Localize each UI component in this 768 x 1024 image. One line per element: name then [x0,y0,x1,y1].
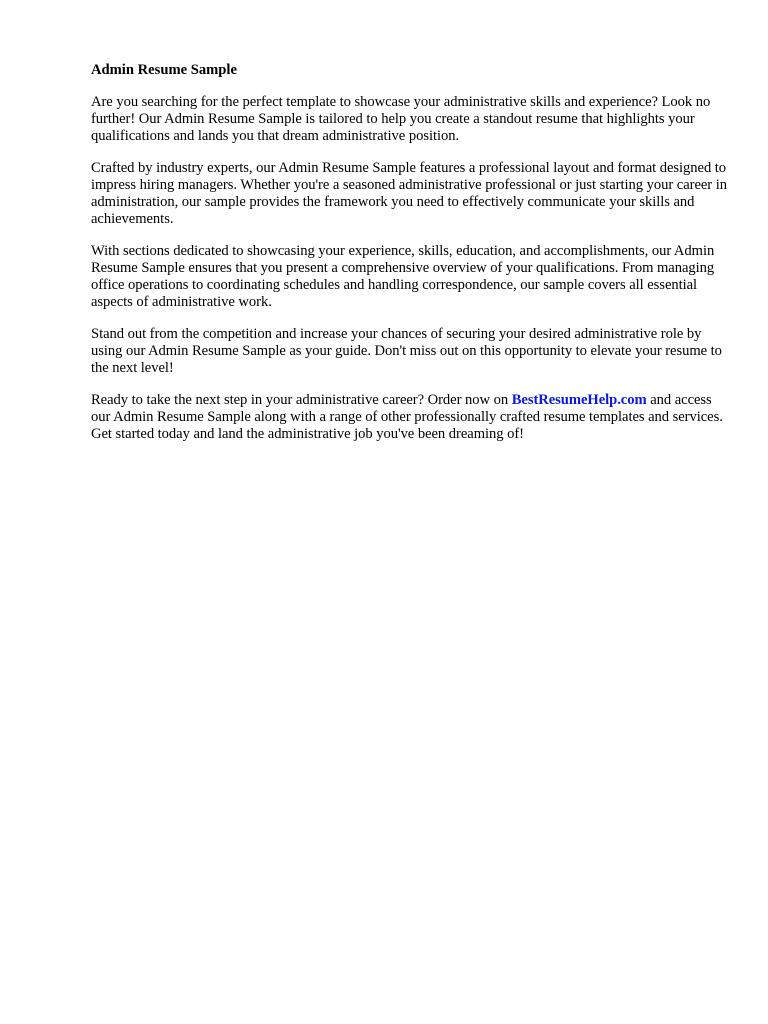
paragraph-stand-out: Stand out from the competition and increase your chances of securing your desired administrative role by using our Admin Resume Sample as your guide. Don't miss out on this opportunity to elevate your resume to the next level! [91,326,722,376]
document-title: Admin Resume Sample [91,62,237,78]
cta-text-before-link: Ready to take the next step in your administrative career? Order now on [91,392,512,408]
bestresumehelp-link[interactable]: BestResumeHelp.com [511,392,647,408]
cta-text-after-link: and access our Admin Resume Sample along with a range of other professionally crafted resume templates and services. Get started today and land the administrative job you've been dreaming of! [91,392,723,442]
document-page [91,61,727,458]
paragraph-sections: With sections dedicated to showcasing your experience, skills, education, and accomplishments, our Admin Resume Sample ensures that you present a comprehensive overview of your qualifications. From managing office operations to coordinating schedules and handling correspondence, our sample covers all essential aspects of administrative work. [91,243,715,310]
paragraph-intro: Are you searching for the perfect template to showcase your administrative skills and experience? Look no further! Our Admin Resume Sample is tailored to help you create a standout resume that highlights your qualifications and lands you that dream administrative position. [91,94,711,144]
paragraph-call-to-action [91,392,727,443]
paragraph-crafted: Crafted by industry experts, our Admin Resume Sample features a professional layout and format designed to impress hiring managers. Whether you're a seasoned administrative professional or just starting your career in administration, our sample provides the framework you need to effectively communicate your skills and achievements. [91,160,727,227]
